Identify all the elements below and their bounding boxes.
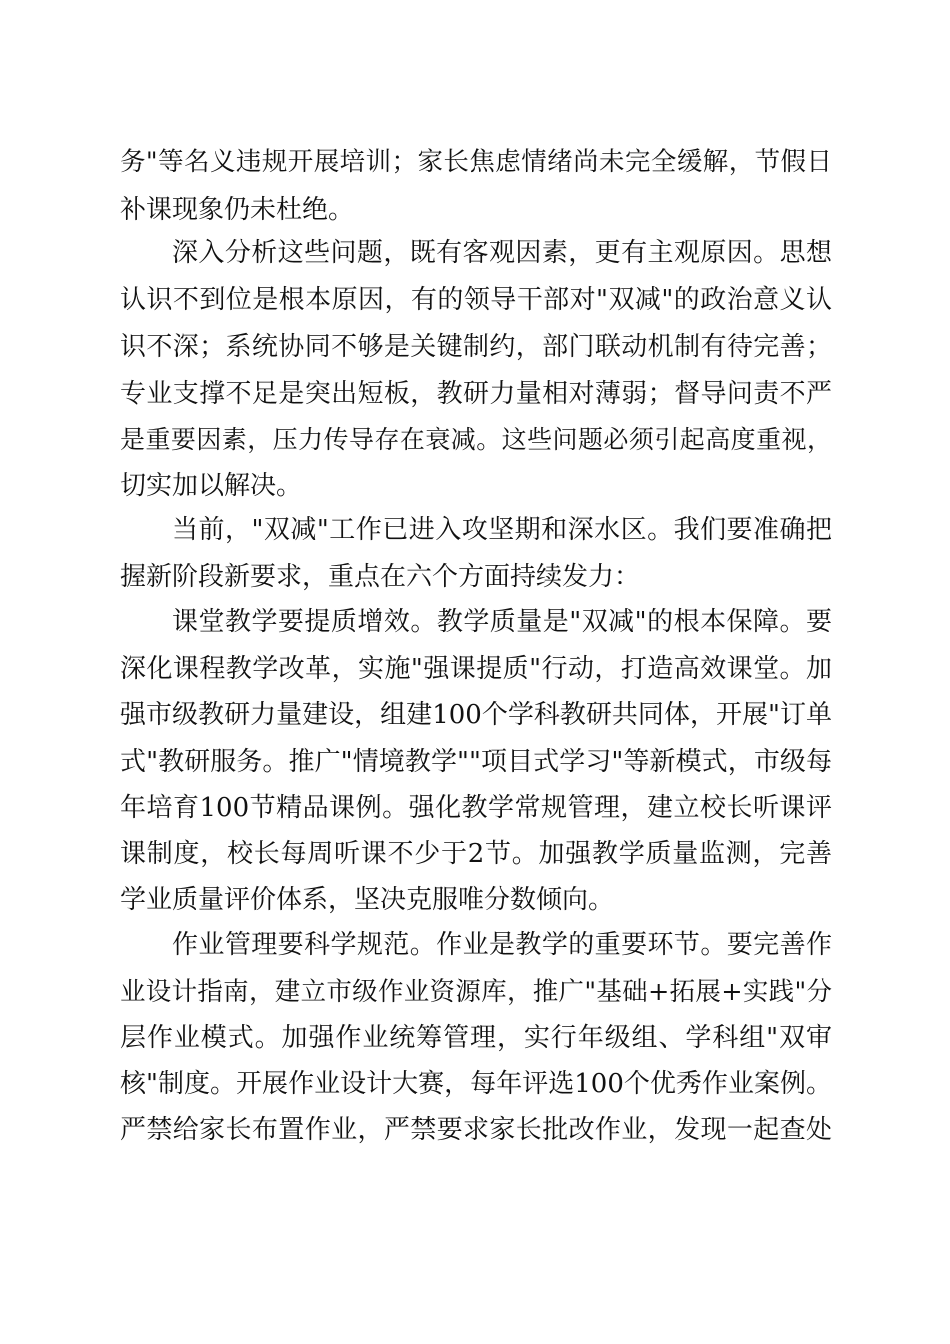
text-line-2: 补课现象仍未杜绝。 — [120, 195, 355, 225]
text-line-8: 切实加以解决。 — [120, 471, 303, 501]
text-line-6: 专业支撑不足是突出短板，教研力量相对薄弱；督导问责不严 — [120, 379, 832, 409]
text-line-12: 深化课程教学改革，实施"强课提质"行动，打造高效课堂。加 — [120, 654, 832, 684]
text-line-14: 式"教研服务。推广"情境教学""项目式学习"等新模式，市级每 — [120, 747, 832, 777]
text-line-17: 学业质量评价体系，坚决克服唯分数倾向。 — [120, 885, 615, 915]
text-line-16: 课制度，校长每周听课不少于2节。加强教学质量监测，完善 — [120, 839, 832, 869]
text-line-9: 当前，"双减"工作已进入攻坚期和深水区。我们要准确把 — [172, 515, 832, 545]
text-line-10: 握新阶段新要求，重点在六个方面持续发力： — [120, 562, 641, 592]
text-line-22: 严禁给家长布置作业，严禁要求家长批改作业，发现一起查处 — [120, 1115, 832, 1145]
text-line-13: 强市级教研力量建设，组建100个学科教研共同体，开展"订单 — [120, 700, 832, 730]
text-line-20: 层作业模式。加强作业统筹管理，实行年级组、学科组"双审 — [120, 1023, 832, 1053]
text-line-18: 作业管理要科学规范。作业是教学的重要环节。要完善作 — [172, 930, 832, 960]
text-line-15: 年培育100节精品课例。强化教学常规管理，建立校长听课评 — [120, 793, 832, 823]
text-line-5: 识不深；系统协同不够是关键制约，部门联动机制有待完善； — [120, 332, 832, 362]
text-line-19: 业设计指南，建立市级作业资源库，推广"基础+拓展+实践"分 — [120, 977, 832, 1007]
text-line-4: 认识不到位是根本原因，有的领导干部对"双减"的政治意义认 — [120, 285, 832, 315]
text-line-3: 深入分析这些问题，既有客观因素，更有主观原因。思想 — [172, 238, 832, 268]
text-line-7: 是重要因素，压力传导存在衰减。这些问题必须引起高度重视， — [120, 425, 832, 454]
text-line-21: 核"制度。开展作业设计大赛，每年评选100个优秀作业案例。 — [120, 1069, 832, 1099]
text-line-11: 课堂教学要提质增效。教学质量是"双减"的根本保障。要 — [172, 607, 832, 637]
text-line-1: 务"等名义违规开展培训；家长焦虑情绪尚未完全缓解，节假日 — [120, 147, 832, 177]
